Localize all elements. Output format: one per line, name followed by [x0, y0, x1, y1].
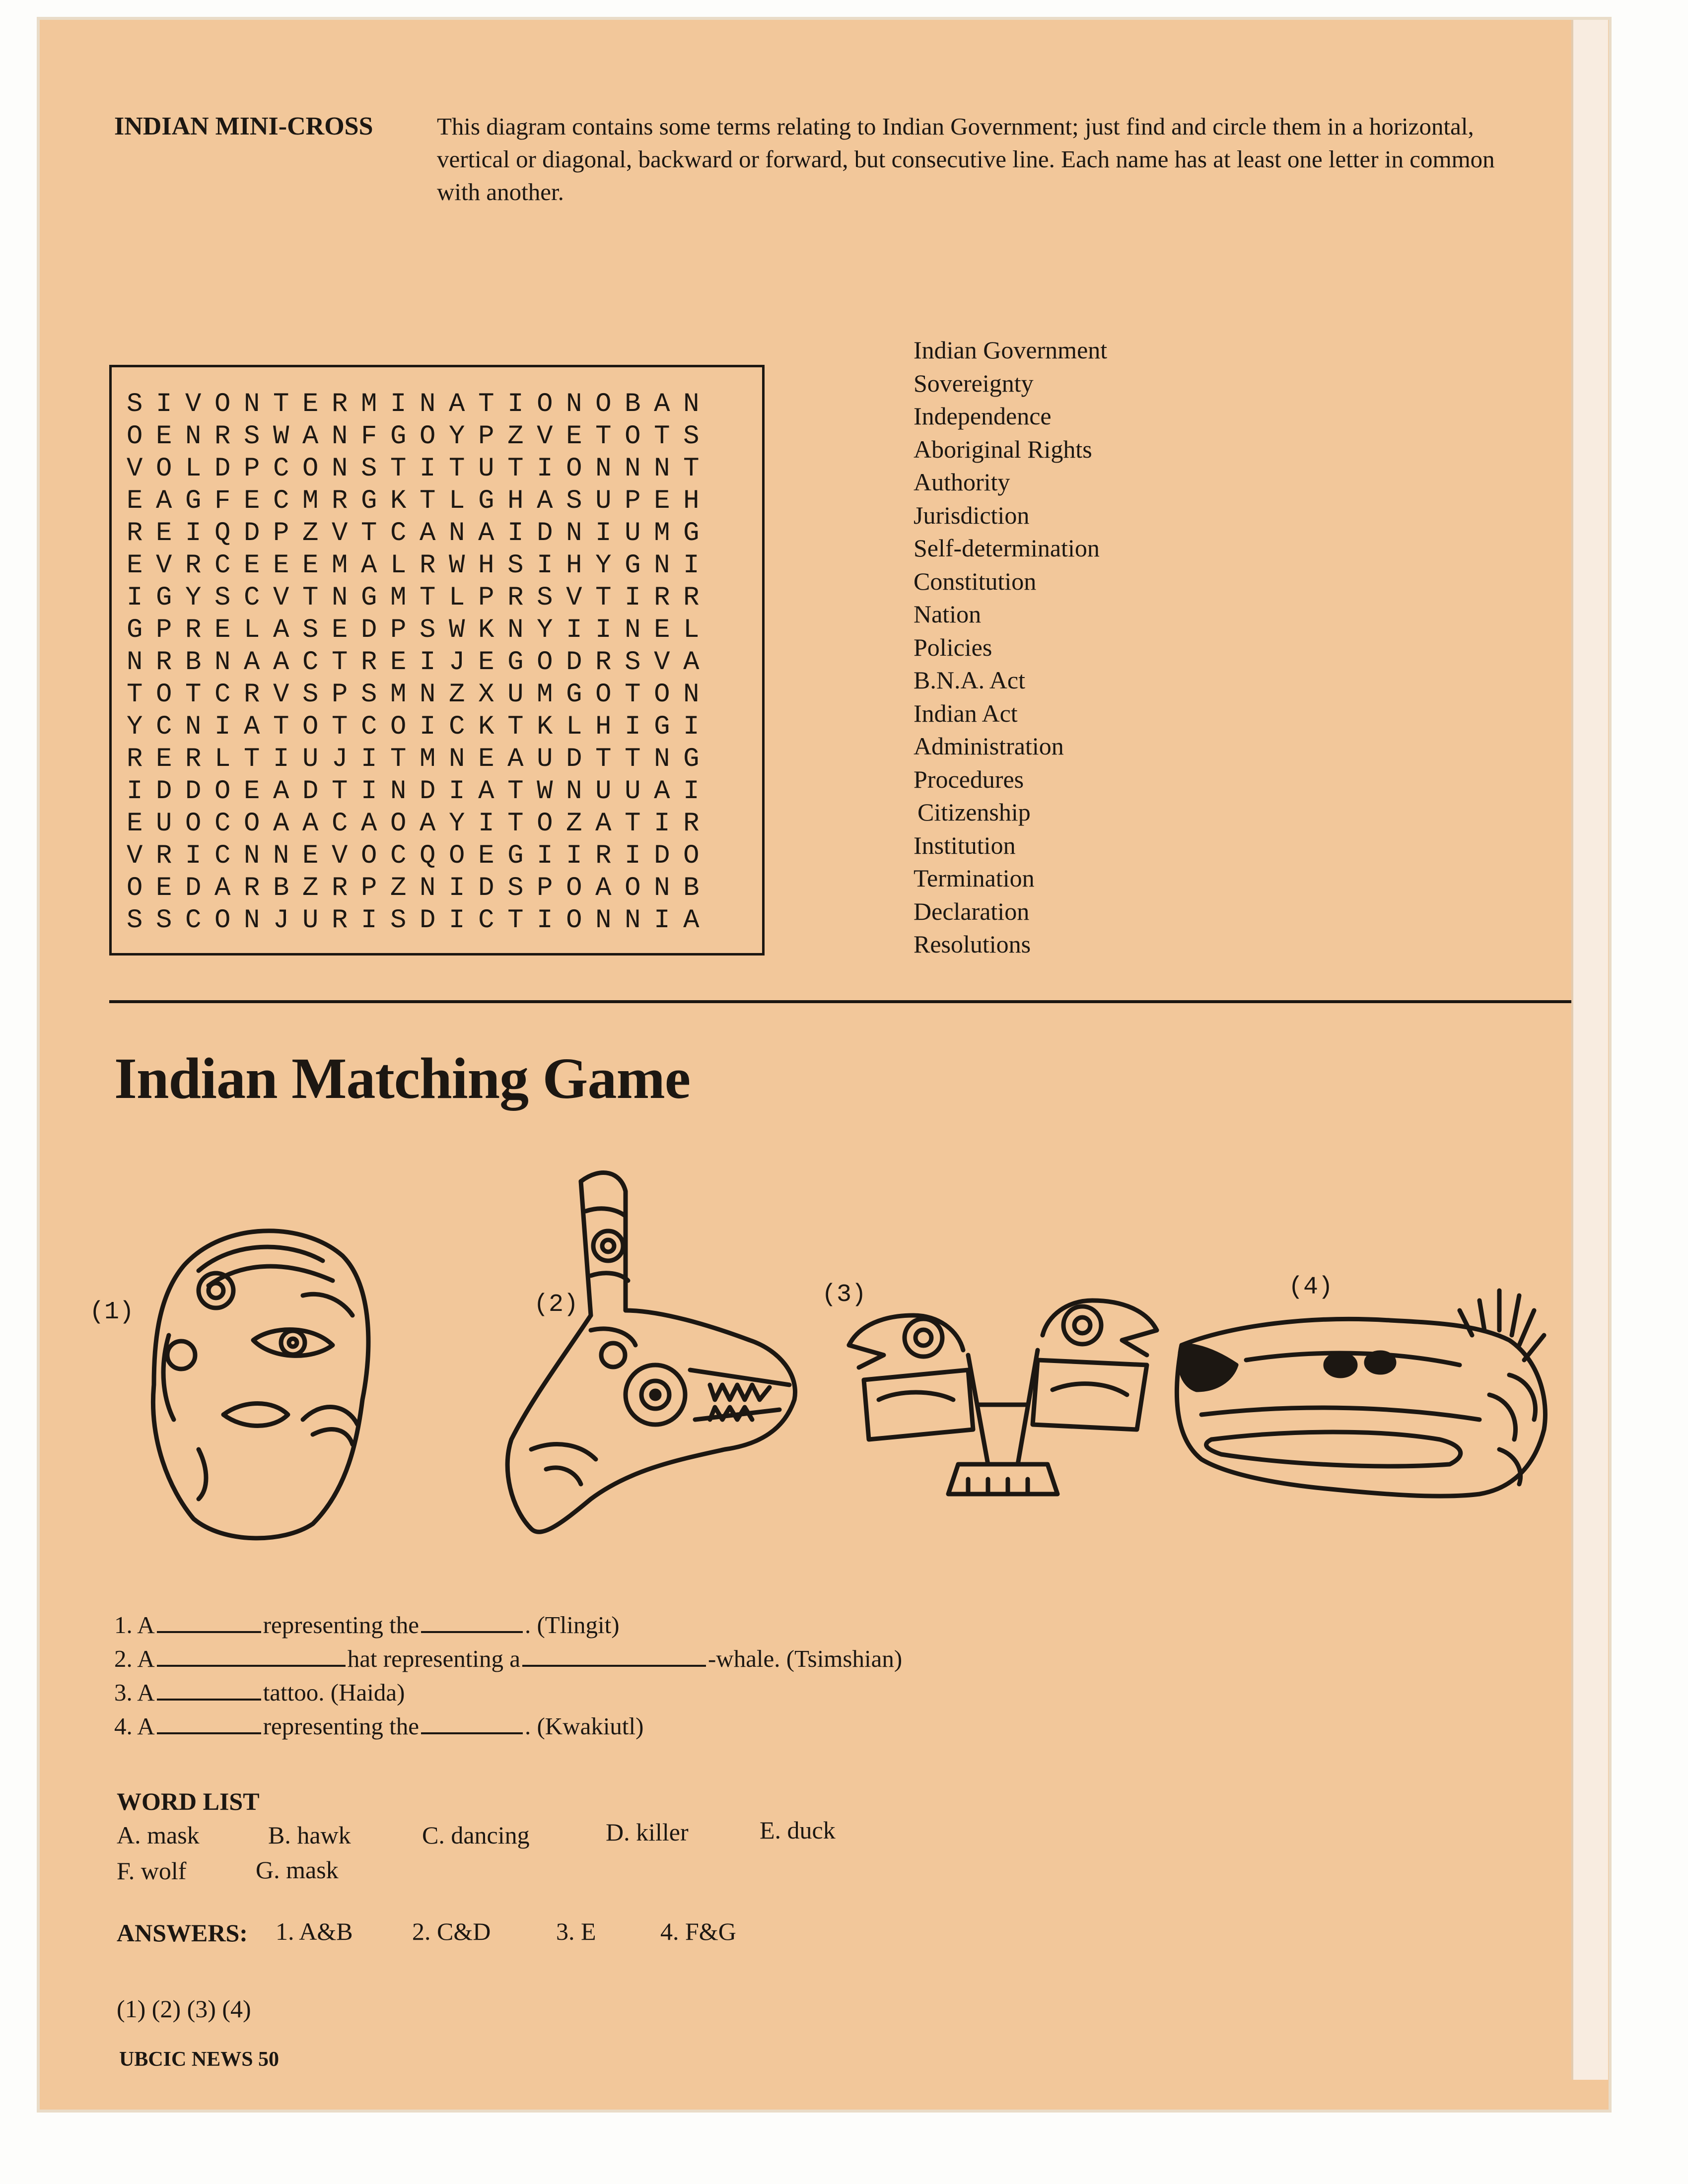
- term-item: Self-determination: [914, 534, 1100, 562]
- word-list-item: F. wolf: [117, 1857, 187, 1885]
- term-item: Resolutions: [914, 930, 1031, 958]
- grid-row: EUOCOAACAOAYITOZATIR: [127, 809, 713, 839]
- term-item: Sovereignty: [914, 369, 1034, 397]
- figure-label: (4): [1288, 1273, 1334, 1301]
- page-edge: [1571, 20, 1608, 2080]
- question-text: representing the: [263, 1712, 419, 1740]
- grid-row: IDDOEADTINDIATWNUUAI: [127, 776, 713, 807]
- grid-row: YCNIATOTCOICKTKLHIGI: [127, 712, 713, 742]
- word-list-item: E. duck: [760, 1816, 836, 1844]
- answer-item: 3. E: [556, 1917, 596, 1945]
- figure-numbers: (1) (2) (3) (4): [117, 1995, 251, 2023]
- question-end: . (Tlingit): [524, 1611, 620, 1638]
- figure-label: (3): [822, 1281, 867, 1309]
- grid-row: OEDARBZRPZNIDSPOAONB: [127, 873, 713, 903]
- question-text: tattoo. (Haida): [263, 1679, 405, 1706]
- term-item: Policies: [914, 633, 992, 661]
- question-1: [114, 1611, 620, 1639]
- word-list-item: C. dancing: [422, 1821, 530, 1849]
- term-item: Indian Act: [914, 699, 1018, 727]
- term-item: Indian Government: [914, 336, 1108, 364]
- term-item: Aboriginal Rights: [914, 435, 1092, 463]
- answer-item: 4. F&G: [660, 1917, 736, 1945]
- wolf-mask-icon: [1162, 1281, 1559, 1499]
- grid-row: SIVONTERMINATIONOBAN: [127, 389, 713, 419]
- mini-cross-instructions: This diagram contains some terms relating to Indian Government; just find and circle them in a horizontal, vertical or diagonal, backward or forward, but consecutive line. Each name has at least one letter in common with another.: [437, 113, 1495, 205]
- word-list-item: B. hawk: [268, 1821, 351, 1849]
- answers-label: ANSWERS:: [117, 1919, 248, 1947]
- grid-row: IGYSCVTNGMTLPRSVTIRR: [127, 583, 713, 613]
- section-divider: [109, 1000, 1571, 1003]
- question-number: 3. A: [114, 1679, 155, 1706]
- grid-row: OENRSWANFGOYPZVETOTS: [127, 421, 713, 452]
- term-item: Institution: [914, 831, 1016, 859]
- grid-row: RERLTIUJITMNEAUDTTNG: [127, 744, 713, 774]
- term-item: B.N.A. Act: [914, 666, 1025, 694]
- grid-row: VOLDPCONSTITUTIONNNT: [127, 454, 713, 484]
- grid-row: VRICNNEVOCQOEGIIRIDO: [127, 841, 713, 871]
- answer-blank: [421, 1728, 523, 1734]
- answer-item: 2. C&D: [412, 1917, 491, 1945]
- question-2: [114, 1644, 902, 1673]
- answer-blank: [157, 1627, 261, 1633]
- question-4: [114, 1712, 643, 1740]
- word-list-item: G. mask: [256, 1856, 339, 1884]
- term-item: Declaration: [914, 897, 1030, 925]
- question-text: representing the: [263, 1611, 419, 1638]
- word-search-grid: [109, 365, 765, 956]
- figure-label: (1): [89, 1298, 135, 1326]
- word-list-item: D. killer: [606, 1818, 689, 1846]
- question-number: 2. A: [114, 1645, 155, 1672]
- word-list-item: A. mask: [117, 1821, 200, 1849]
- question-number: 1. A: [114, 1611, 155, 1638]
- grid-row: GPRELASEDPSWKNYIINEL: [127, 615, 713, 645]
- answer-blank: [157, 1695, 261, 1701]
- question-number: 4. A: [114, 1712, 155, 1740]
- question-end: -whale. (Tsimshian): [707, 1645, 903, 1672]
- term-item: Citizenship: [917, 798, 1031, 826]
- answer-item: 1. A&B: [276, 1917, 353, 1945]
- answer-blank: [522, 1661, 706, 1667]
- grid-row: NRBNAACTREIJEGODRSVA: [127, 647, 713, 678]
- question-end: . (Kwakiutl): [524, 1712, 644, 1740]
- term-item: Independence: [914, 402, 1052, 430]
- tlingit-mask-icon: [124, 1211, 382, 1549]
- killer-whale-hat-icon: [501, 1161, 809, 1549]
- term-item: Constitution: [914, 567, 1037, 595]
- word-list-title: WORD LIST: [117, 1787, 260, 1815]
- figure-label: (2): [534, 1291, 579, 1319]
- grid-row: EVRCEEEMALRWHSIHYGNI: [127, 550, 713, 581]
- answer-blank: [157, 1728, 261, 1734]
- duck-tattoo-icon: [839, 1281, 1167, 1509]
- question-text: hat representing a: [347, 1645, 520, 1672]
- term-item: Jurisdiction: [914, 501, 1030, 529]
- page-footer: UBCIC NEWS 50: [119, 2048, 280, 2071]
- term-item: Administration: [914, 732, 1064, 760]
- grid-row: SSCONJURISDICTIONNIA: [127, 905, 713, 936]
- grid-row: TOTCRVSPSMNZXUMGOTON: [127, 680, 713, 710]
- term-item: Procedures: [914, 765, 1024, 793]
- grid-row: REIQDPZVTCANAIDNIUMG: [127, 518, 713, 548]
- question-3: [114, 1678, 405, 1706]
- term-item: Nation: [914, 600, 982, 628]
- answer-blank: [421, 1627, 523, 1633]
- matching-game-title: Indian Matching Game: [114, 1046, 691, 1111]
- term-item: Termination: [914, 864, 1035, 892]
- grid-row: EAGFECMRGKTLGHASUPEH: [127, 486, 713, 516]
- answer-blank: [157, 1661, 346, 1667]
- term-item: Authority: [914, 468, 1010, 496]
- search-term-list: [914, 334, 1107, 961]
- mini-cross-title: INDIAN MINI-CROSS: [114, 112, 373, 140]
